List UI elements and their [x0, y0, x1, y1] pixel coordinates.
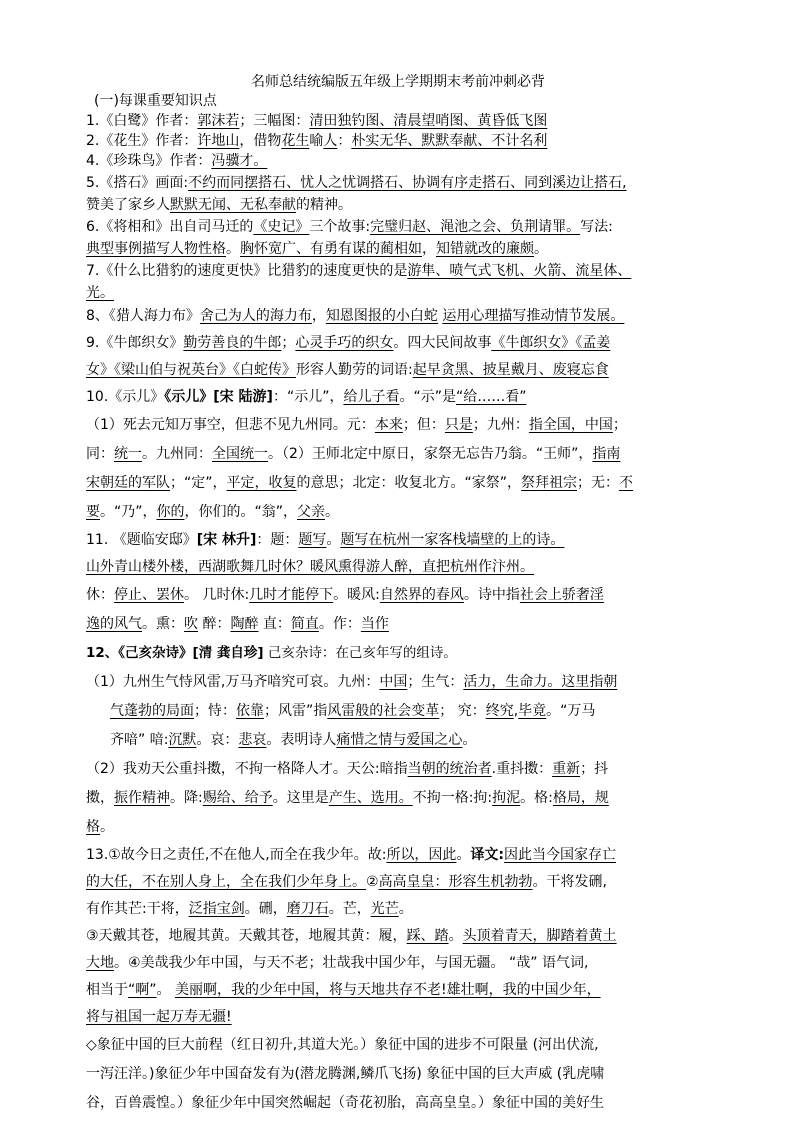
- text-segment: ；“定”，: [170, 475, 227, 491]
- text-segment: 相当于: [86, 982, 128, 998]
- text-segment: 。诗中指: [463, 587, 520, 603]
- text-segment: 11. 《题临安邸》: [86, 532, 197, 548]
- text-segment: 。: [462, 732, 477, 748]
- text-segment: 。④美哉我少年中国，与天不老；壮哉我中国少年，与国无疆。 “哉” 语气词,: [114, 955, 589, 971]
- underlined-text: 格局，规: [552, 790, 609, 806]
- underlined-text: 知错就改的廉颇: [436, 241, 534, 257]
- text-line: [86, 357, 710, 384]
- text-segment: 。降:: [170, 790, 203, 806]
- text-segment: 。这里是: [272, 790, 329, 806]
- text-segment: 赞美了家乡人: [86, 197, 170, 213]
- text-segment: 。“万马: [546, 703, 596, 719]
- text-segment: ,: [513, 703, 519, 719]
- text-line: [86, 726, 710, 755]
- underlined-text: 题写: [298, 532, 327, 548]
- text-segment: ②: [366, 874, 379, 890]
- text-segment: 谷，百兽震惶。）象征少年中国突然崛起（奇花初胎，高高皇皇。）象征中国的美好生: [86, 1095, 604, 1111]
- underlined-text: 不约而同摆搭石、忧人之忧调搭石、协调有序走搭石、同到溪边让搭石,: [188, 175, 627, 191]
- underlined-text: 山外青山楼外楼，西湖歌舞几时休？暖风熏得游人醉，直把杭州作汴州。: [86, 559, 534, 575]
- underlined-text: 停止、罢休: [114, 587, 184, 603]
- text-line: [86, 440, 710, 469]
- text-segment: 的意思；北定：收复北方。“家祭”，: [296, 475, 522, 491]
- underlined-text: 所以，因此: [386, 847, 457, 863]
- underlined-text: 将与祖国一起万寿无疆!: [86, 1009, 232, 1025]
- document-page: [86, 72, 710, 1118]
- text-line: [86, 813, 710, 842]
- underlined-text: 要: [86, 504, 100, 520]
- text-line: [86, 259, 710, 283]
- text-segment: 。 几时休:: [184, 587, 250, 603]
- text-segment: 同：: [86, 446, 114, 462]
- bold-text: [宋 林升]: [196, 532, 257, 548]
- text-segment: 。: [100, 819, 114, 835]
- bold-text: 12、《己亥杂诗》[清 龚自珍]: [86, 645, 264, 661]
- underlined-text: 全国统一: [212, 446, 268, 462]
- text-segment: 7.《什么比猎豹的速度更快》比猎豹的速度更快的是: [86, 263, 408, 279]
- text-line: [86, 923, 710, 950]
- section-heading: (一)每课重要知识点: [94, 93, 217, 109]
- underlined-text: 舍己为人的海力布: [199, 308, 312, 324]
- text-segment: ：: [272, 389, 287, 405]
- text-line: [86, 554, 710, 581]
- underlined-text: 逸的风气: [86, 616, 142, 632]
- underlined-text: 头顶着青天，脚踏着黄土: [462, 928, 617, 944]
- underlined-text: 重新: [552, 761, 581, 777]
- underlined-text: 胸怀宽广、有勇有谋的蔺相如: [240, 241, 422, 257]
- text-segment: ；生气：: [407, 674, 464, 690]
- text-line: [86, 303, 710, 330]
- text-line: [86, 610, 710, 639]
- text-line: [86, 1004, 710, 1031]
- text-segment: 一泻汪洋。)象征少年中国奋发有为(潜龙腾渊,鳞爪飞扬) 象征中国的巨大声威 (乳虎啸: [86, 1066, 605, 1082]
- underlined-text: 自然界的春风: [379, 587, 464, 603]
- text-segment: 1.《白鹭》作者：: [86, 113, 198, 129]
- underlined-text: 拘泥: [492, 790, 521, 806]
- text-segment: 。干将发硎,: [532, 874, 608, 890]
- text-segment: 。九州同：: [142, 446, 212, 462]
- underlined-text: 《牛郎织女》《孟姜: [491, 335, 611, 351]
- underlined-text: 踩、踏: [406, 928, 449, 944]
- text-segment: 5.《搭石》画面:: [86, 175, 189, 191]
- text-segment: （2）我劝天公重抖擞，不拘一格降人才。天公:暗指: [86, 761, 408, 777]
- text-line: [86, 239, 710, 259]
- text-segment: 。: [398, 901, 413, 917]
- text-segment: 己亥杂诗：在己亥年写的组诗。: [263, 645, 457, 661]
- underlined-text: 本来: [374, 417, 403, 433]
- underlined-text: 知恩图报的小白蛇: [325, 308, 438, 324]
- text-segment: 。哀：: [196, 732, 239, 748]
- text-line: [86, 842, 710, 869]
- text-line: [86, 498, 710, 527]
- text-segment: 。硎，: [244, 901, 287, 917]
- text-line: [86, 896, 710, 923]
- text-segment: ；九州：: [472, 417, 529, 433]
- text-segment: 写法:: [580, 219, 613, 235]
- underlined-text: 祭拜祖宗: [521, 475, 578, 491]
- text-segment: ； 究：: [439, 703, 486, 719]
- text-segment: 6.《将相和》出自司马迁的: [86, 219, 254, 235]
- text-segment: 。暖风:: [333, 587, 380, 603]
- underlined-text: 完璧归赵、渑池之会、负荆请罪。: [370, 219, 581, 235]
- underlined-text: 中国: [379, 674, 408, 690]
- underlined-text: 活力，生命力。这里指朝: [463, 674, 618, 690]
- text-segment: 13.①故今日之责任,不在他人,而全在我少年。故:: [86, 847, 387, 863]
- page-title: 名师总结统编版五年级上学期期末考前冲刺必背: [251, 74, 545, 90]
- underlined-text: 气蓬勃的局面: [110, 703, 194, 719]
- underlined-text: 终究: [485, 703, 514, 719]
- text-segment: ；但：: [402, 417, 445, 433]
- underlined-text: 指南: [592, 446, 621, 462]
- underlined-text: 宋朝廷的军队: [86, 475, 170, 491]
- text-segment: 。: [534, 241, 548, 257]
- text-line: [86, 131, 710, 151]
- text-segment: ③天戴其苍，地履其黄。天戴其苍，地履其黄：履，: [86, 928, 407, 944]
- text-segment: 9.《牛郎织女》: [86, 335, 184, 351]
- text-line: [86, 215, 710, 239]
- text-segment: ；: [612, 417, 627, 433]
- text-segment: 三个故事:: [309, 219, 371, 235]
- text-segment: 。表明诗人: [266, 732, 337, 748]
- text-segment: 直：: [258, 616, 291, 632]
- bold-text: 译文:: [470, 847, 505, 863]
- underlined-text: 人: [323, 133, 338, 149]
- text-line: [86, 977, 710, 1004]
- text-segment: 4.《珍珠鸟》作者：: [86, 153, 212, 169]
- underlined-text: 光。: [86, 285, 114, 301]
- text-segment: 喻: [309, 133, 324, 149]
- text-segment: 。: [448, 928, 463, 944]
- text-segment: ；抖: [580, 761, 609, 777]
- underlined-text: 几时才能停下: [249, 587, 334, 603]
- underlined-text: 女》《梁山伯与祝英台》《白蛇传》: [86, 362, 296, 378]
- underlined-text: 毕竟: [518, 703, 547, 719]
- text-line: [86, 1031, 710, 1060]
- text-segment: 8、《猎人海力布》: [86, 308, 200, 324]
- text-line: [86, 1060, 710, 1089]
- text-segment: ：题：: [256, 532, 299, 548]
- underlined-text: 振作精神: [114, 790, 170, 806]
- underlined-text: 冯骥才。: [211, 153, 268, 169]
- underlined-text: 游隼、喷气式飞机、火箭、流星体、: [407, 263, 632, 279]
- text-line: [86, 330, 710, 357]
- text-line: [86, 784, 710, 813]
- underlined-text: 题写在杭州一家客栈墙壁的上的诗。: [340, 532, 565, 548]
- text-segment: 醉：: [198, 616, 231, 632]
- underlined-text: 风雷般的社会变革: [327, 703, 440, 719]
- text-segment: 。: [325, 504, 340, 520]
- text-line: [86, 384, 710, 411]
- text-segment: ，你们的。“翁”，: [184, 504, 298, 520]
- underlined-text: 泛指宝剑: [188, 901, 245, 917]
- underlined-text: 悲哀: [238, 732, 267, 748]
- text-segment: 。芒，: [328, 901, 371, 917]
- text-segment: 。作：: [318, 616, 361, 632]
- text-segment: “示儿”，: [286, 389, 344, 405]
- text-segment: 。: [456, 847, 471, 863]
- bold-text: 《示儿》[宋 陆游]: [164, 389, 273, 405]
- underlined-text: 当朝的统治者: [407, 761, 492, 777]
- text-line: [86, 195, 710, 215]
- underlined-text: 美丽啊，我的少年中国，将与天地共存不老!雄壮啊，我的中国少年，: [174, 982, 601, 998]
- underlined-text: 《史记》: [253, 219, 310, 235]
- underlined-text: 心灵手巧的织女: [295, 335, 394, 351]
- underlined-text: 沉默: [168, 732, 197, 748]
- text-segment: 齐喑” 喑:: [110, 732, 169, 748]
- underlined-text: 简直: [290, 616, 319, 632]
- text-segment: 10.《示儿》: [86, 389, 165, 405]
- underlined-text: 因此当今国家存亡: [504, 847, 617, 863]
- underlined-text: 赐给、给予: [202, 790, 273, 806]
- text-line: [86, 283, 710, 303]
- text-line: [86, 411, 710, 440]
- text-segment: 。熏：: [142, 616, 184, 632]
- underlined-text: 花生: [281, 133, 310, 149]
- underlined-text: “给……看”: [455, 389, 527, 405]
- underlined-text: 平定，收复: [226, 475, 297, 491]
- underlined-text: 的大任，不在别人身上，全在我们少年身上。: [86, 874, 366, 890]
- text-line: [86, 527, 710, 554]
- text-line: [86, 668, 710, 697]
- underlined-text: 不: [619, 475, 634, 491]
- text-segment: 。: [156, 982, 175, 998]
- underlined-text: 运用心理描写推动情节发展。: [442, 308, 625, 324]
- underlined-text: 给儿子看: [343, 389, 400, 405]
- underlined-text: 指全国，中国: [528, 417, 613, 433]
- underlined-text: 许地山: [197, 133, 240, 149]
- text-line: [86, 950, 710, 977]
- underlined-text: 默默无闻、无私奉献: [170, 197, 296, 213]
- text-segment: 形容人勤劳的词语:: [296, 362, 413, 378]
- text-segment: ；无：: [577, 475, 620, 491]
- underlined-text: 父亲: [297, 504, 326, 520]
- underlined-text: 陶醉: [230, 616, 259, 632]
- underlined-text: 社会上骄奢淫: [519, 587, 604, 603]
- underlined-text: 起早贪黑、披星戴月、废寝忘食: [412, 362, 609, 378]
- text-line: [86, 151, 710, 171]
- underlined-text: 光芒: [370, 901, 399, 917]
- underlined-text: 只是: [444, 417, 473, 433]
- underlined-text: 郭沫若: [197, 113, 240, 129]
- underlined-text: 产生、选用。: [328, 790, 413, 806]
- text-segment: 。（2）王师北定中原日，家祭无忘告乃翁。“王师”，: [268, 446, 593, 462]
- text-segment: ，借物: [239, 133, 282, 149]
- text-segment: ，: [422, 241, 436, 257]
- text-segment: （1）死去元知万事空，但悲不见九州同。元：: [86, 417, 375, 433]
- underlined-text: “啊”: [128, 982, 157, 998]
- text-segment: 。四大民间故事: [393, 335, 492, 351]
- text-segment: ，: [311, 308, 326, 324]
- text-segment: .重抖擞：: [491, 761, 553, 777]
- text-segment: 的精神。: [296, 197, 352, 213]
- underlined-text: 你的: [156, 504, 185, 520]
- text-line: [86, 469, 710, 498]
- text-line: [86, 581, 710, 610]
- underlined-text: 依靠: [236, 703, 264, 719]
- text-segment: 擞，: [86, 790, 114, 806]
- underlined-text: 格: [86, 819, 100, 835]
- text-segment: 。: [326, 532, 341, 548]
- underlined-text: 勤劳善良的牛郎: [183, 335, 282, 351]
- text-segment: 2.《花生》作者：: [86, 133, 198, 149]
- text-line: [86, 1089, 710, 1118]
- text-line: [86, 111, 710, 131]
- text-segment: 有作其芒:干将，: [86, 901, 189, 917]
- underlined-text: 吹: [184, 616, 198, 632]
- text-segment: ；: [281, 335, 296, 351]
- text-line: [86, 755, 710, 784]
- text-segment: 。“乃”，: [100, 504, 157, 520]
- text-line: [86, 639, 710, 668]
- underlined-text: 朴实无华、默默奉献、不计名利: [351, 133, 548, 149]
- text-line: [86, 869, 710, 896]
- text-segment: ；风雷”指: [264, 703, 328, 719]
- text-segment: ：: [337, 133, 352, 149]
- underlined-text: 统一: [114, 446, 142, 462]
- underlined-text: 磨刀石: [286, 901, 329, 917]
- underlined-text: 清田独钓图、清晨望哨图、黄昏低飞图: [309, 113, 548, 129]
- text-segment: ；恃：: [194, 703, 236, 719]
- text-line: [86, 171, 710, 195]
- text-segment: 。格:: [520, 790, 553, 806]
- text-segment: ◇象征中国的巨大前程（红日初升,其道大光。）象征中国的进步不可限量 (河出伏流,: [86, 1037, 599, 1053]
- underlined-text: 高高皇皇：形容生机勃勃: [378, 874, 533, 890]
- text-segment: （1）九州生气恃风雷,万马齐喑究可哀。九州：: [86, 674, 380, 690]
- text-line: [86, 697, 710, 726]
- underlined-text: 典型事例描写人物性格: [86, 241, 226, 257]
- underlined-text: 当作: [360, 616, 389, 632]
- underlined-text: 痛惜之情与爱国之心: [336, 732, 463, 748]
- text-segment: 休：: [86, 587, 114, 603]
- text-segment: ；三幅图：: [239, 113, 310, 129]
- text-segment: 不拘一格:拘:: [412, 790, 493, 806]
- text-segment: 。“示”是: [399, 389, 456, 405]
- underlined-text: 大地: [86, 955, 114, 971]
- text-segment: 。: [226, 241, 240, 257]
